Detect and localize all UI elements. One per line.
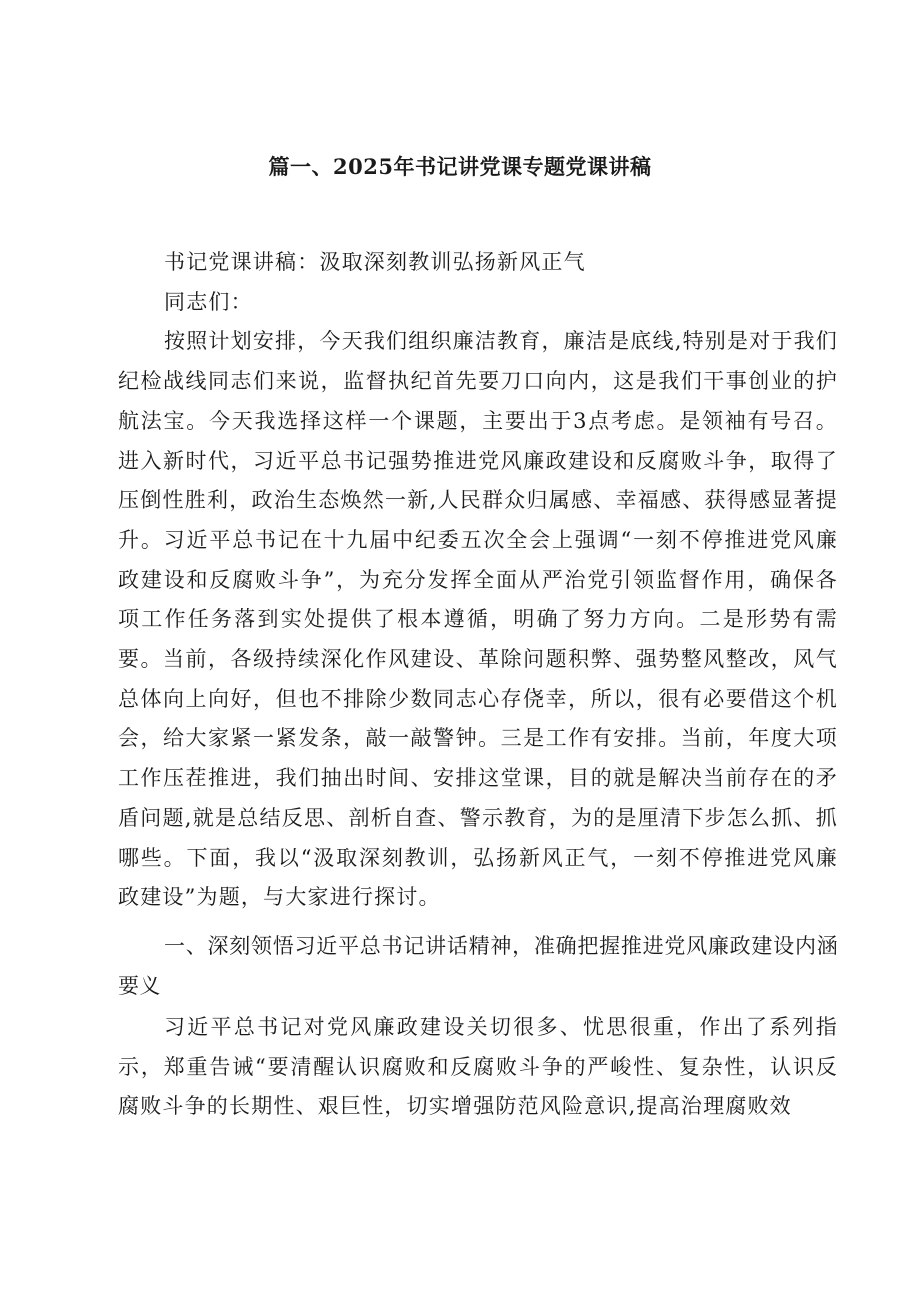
subtitle-line: 书记党课讲稿：汲取深刻教训弘扬新风正气	[164, 250, 586, 274]
section-heading: 一、深刻领悟习近平总书记讲话精神，准确把握推进党风廉政建设内涵要义	[118, 933, 838, 998]
document-body	[118, 243, 838, 1127]
body-paragraph: 按照计划安排，今天我们组织廉洁教育，廉洁是底线,特别是对于我们纪检战线同志们来说，监督执纪首先要刀口向内，这是我们干事创业的护航法宝。今天我选择这样一个课题，主要出于3点考虑。是领袖有号召。进入新时代，习近平总书记强势推进党风廉政建设和反腐败斗争，取得了压倒性胜利，政治生态焕然一新,人民群众归属感、幸福感、获得感显著提升。习近平总书记在十九届中纪委五次全会上强调“一刻不停推进党风廉政建设和反腐败斗争”，为充分发挥全面从严治党引领监督作用，确保各项工作任务落到实处提供了根本遵循，明确了努力方向。二是形势有需要。当前，各级持续深化作风建设、革除问题积弊、强势整风整改，风气总体向上向好，但也不排除少数同志心存侥幸，所以，很有必要借这个机会，给大家紧一紧发条，敲一敲警钟。三是工作有安排。当前，年度大项工作压茬推进，我们抽出时间、安排这堂课，目的就是解决当前存在的矛盾问题,就是总结反思、剖析自查、警示教育，为的是厘清下步怎么抓、抓哪些。下面，我以“汲取深刻教训，弘扬新风正气，一刻不停推进党风廉政建设”为题，与大家进行探讨。	[118, 329, 838, 910]
salutation-line: 同志们：	[164, 289, 253, 314]
document-title: 篇一、2025年书记讲党课专题党课讲稿	[268, 154, 652, 179]
body-paragraph: 习近平总书记对党风廉政建设关切很多、忧思很重，作出了系列指示，郑重告诫“要清醒认识腐败和反腐败斗争的严峻性、复杂性，认识反腐败斗争的长期性、艰巨性，切实增强防范风险意识,提高治理腐败效	[118, 1014, 838, 1119]
